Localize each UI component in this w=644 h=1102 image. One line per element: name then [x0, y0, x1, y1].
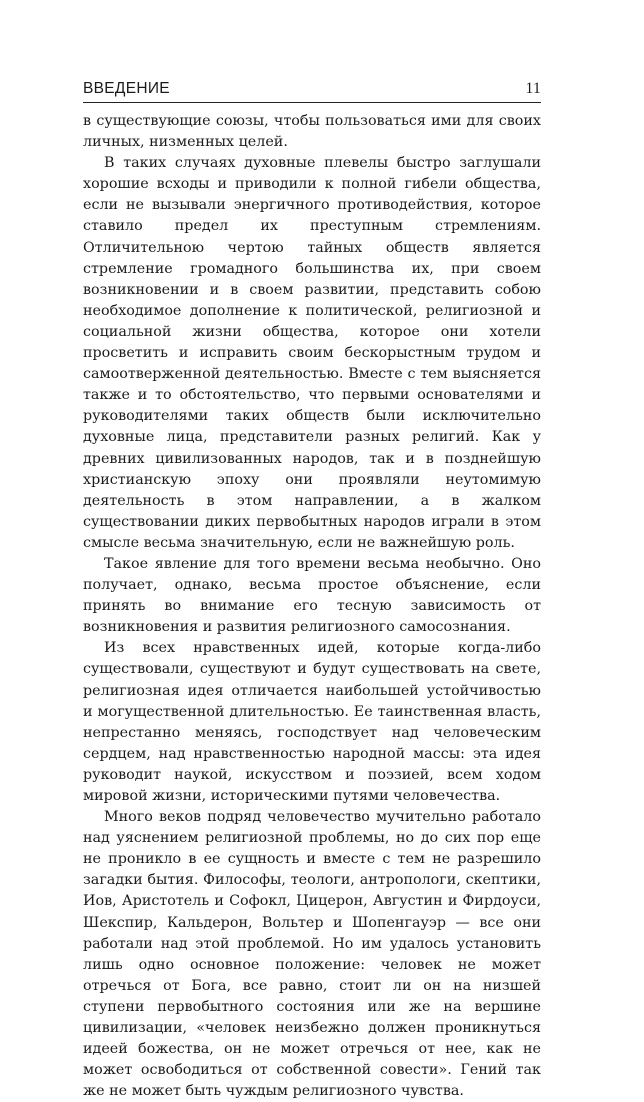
paragraph-continuation: в существующие союзы, чтобы пользоваться ими для своих личных, низменных целей. — [83, 113, 541, 151]
header-rule — [83, 102, 541, 103]
page-number: 11 — [525, 80, 541, 97]
book-page — [83, 78, 541, 1102]
paragraph: Много веков подряд человечество мучительно работало над уяснением религиозной проблемы, но до сих пор еще не проникло в ее сущность и вместе с тем не разрешило загадки бытия. Философы, теологи, антропологи, скептики, Иов, Аристотель и Софокл, Цицерон, Августин и Фирдоуси, Шекспир, Кальдерон, Вольтер и Шопенгауэр — все они работали над этой проблемой. Но им удалось установить лишь одно основное положение: человек не может отречься от Бога, все равно, стоит ли он на низшей ступени первобытного состояния или же на вершине цивилизации, «человек неизбежно должен проникнуться идеей божества, он не может отречься от нее, как не может освободиться от собственной совести». Гений так же не может быть чуждым религиозного чувства. — [83, 809, 541, 1100]
running-header — [83, 78, 541, 100]
paragraph: Из всех нравственных идей, которые когда-либо существовали, существуют и будут существовать на свете, религиозная идея отличается наибольшей устойчивостью и могущественной длительностью. Ее таинственная власть, непрестанно меняясь, господствует над человеческим сердцем, над нравственностью народной массы: эта идея руководит наукой, искусством и поэзией, всем ходом мировой жизни, историческими путями человечества. — [83, 640, 541, 804]
paragraph: Такое явление для того времени весьма необычно. Оно получает, однако, весьма простое объяснение, если принять во внимание его тесную зависимость от возникновения и развития религиозного самосознания. — [83, 555, 541, 636]
paragraph: В таких случаях духовные плевелы быстро заглушали хорошие всходы и приводили к полной гибели общества, если не вызывали энергичного противодействия, которое ставило предел их преступным стремлениям. Отличительною чертою тайных обществ является стремление громадного большинства их, при своем возникновении и в своем развитии, представить собою необходимое дополнение к политической, религиозной и социальной жизни общества, которое они хотели просветить и исправить своим бескорыстным трудом и самоотверженной деятельностью. Вместе с тем выясняется также и то обстоятельство, что первыми основателями и руководителями таких обществ были исключительно духовные лица, представители разных религий. Как у древних цивилизованных народов, так и в позднейшую христианскую эпоху они проявляли неутомимую деятельность в этом направлении, а в жалком существовании диких первобытных народов играли в этом смысле весьма значительную, если не важнейшую роль. — [83, 155, 541, 551]
section-title: ВВЕДЕНИЕ — [83, 80, 170, 97]
body-text — [83, 111, 541, 1102]
